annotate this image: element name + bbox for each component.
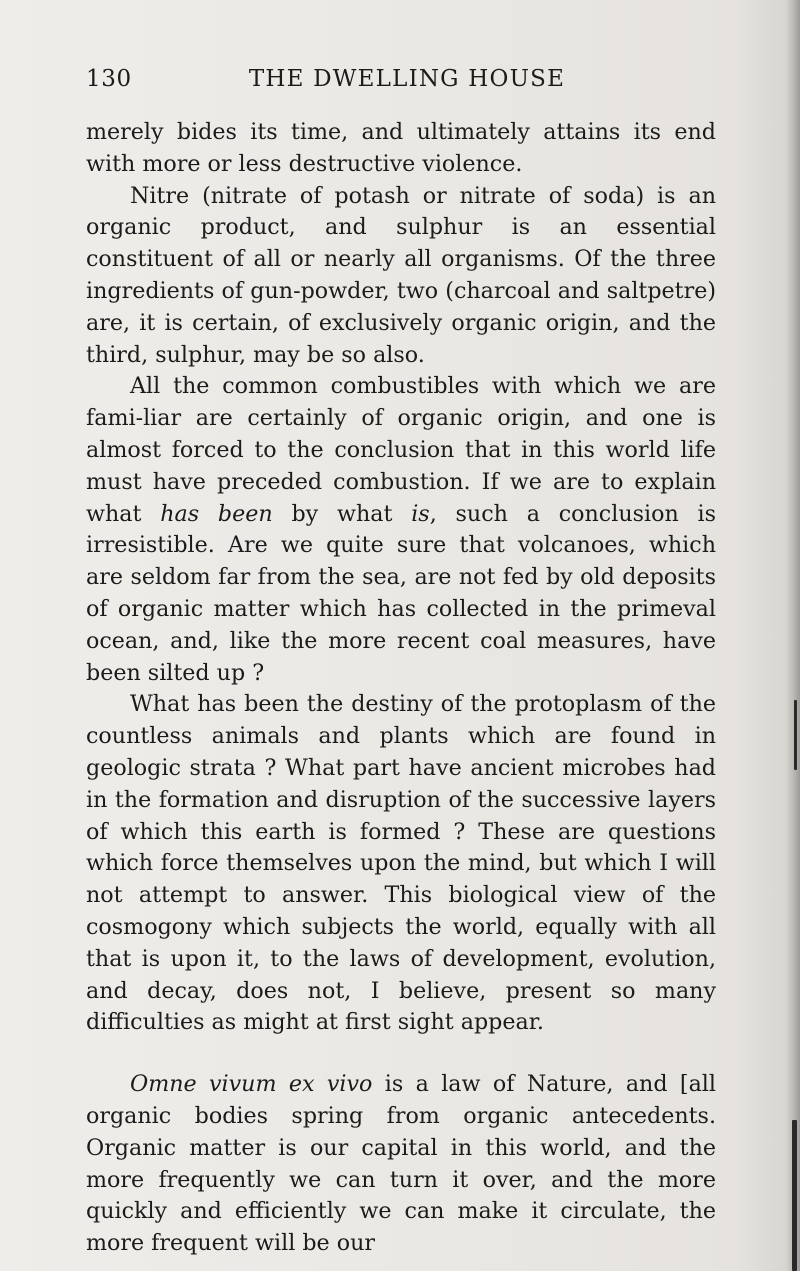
paragraph-text: What has been the destiny of the protoplasm of the countless animals and plants which are found in geologic strata ? What part have ancient microbes had in the formation and disruption of the successive layers of which this earth is formed ? These are questions which force themselves upon the mind, but which I will not attempt to answer. This biological view of the cosmogony which subjects the world, equally with all that is upon it, to the laws of development, evolution, and decay, does not, I believe, present so many difficulties as might at first sight appear.	[86, 691, 716, 1036]
body-text	[86, 117, 716, 1260]
running-head: THE DWELLING HOUSE	[248, 66, 566, 92]
paragraph-continuation	[86, 117, 716, 181]
paragraph-text: Nitre (nitrate of potash or nitrate of soda) is an organic product, and sulphur is an essential constituent of all or nearly all organisms. Of the three ingredients of gun-powder, two (charcoal and saltpetre) are, it is certain, of exclusively organic origin, and the third, sulphur, may be so also.	[86, 182, 716, 368]
paragraph-text-part: , such a conclusion is irresistible. Are we quite sure that volcanoes, which are seldom far from the sea, are not fed by old deposits of organic matter which has collected in the primeval ocean, and, like the more recent coal measures, have been silted up ?	[86, 500, 717, 686]
italic-word: is	[411, 500, 430, 527]
paragraph-omne-vivum	[86, 1069, 716, 1260]
page-number: 130	[86, 66, 132, 92]
paragraph-combustibles	[86, 371, 716, 689]
page-header	[86, 66, 718, 98]
paragraph-nitre	[86, 181, 716, 372]
paragraph-text: merely bides its time, and ultimately attains its end with more or less destructive violence.	[86, 119, 716, 177]
binding-mark	[792, 1120, 797, 1271]
page-edge-shadow	[786, 0, 800, 1271]
paragraph-protoplasm	[86, 689, 716, 1039]
italic-phrase: has been	[160, 500, 273, 527]
paragraph-text: is a law of Nature, and [all organic bodies spring from organic antecedents. Organic matter is our capital in this world, and the more frequently we can turn it over, and the more quickly and efficiently we can make it circulate, the more frequent will be our	[86, 1071, 716, 1257]
latin-phrase: Omne vivum ex vivo	[130, 1071, 373, 1098]
paragraph-text-part: All the common combustibles with which we are fami-liar are certainly of organic origin, and one is almost forced to the conclusion that in this world life must have preceded combustion. If we are to explain what	[86, 373, 716, 527]
binding-mark	[794, 700, 797, 770]
paragraph-text-part: by what	[272, 500, 412, 527]
